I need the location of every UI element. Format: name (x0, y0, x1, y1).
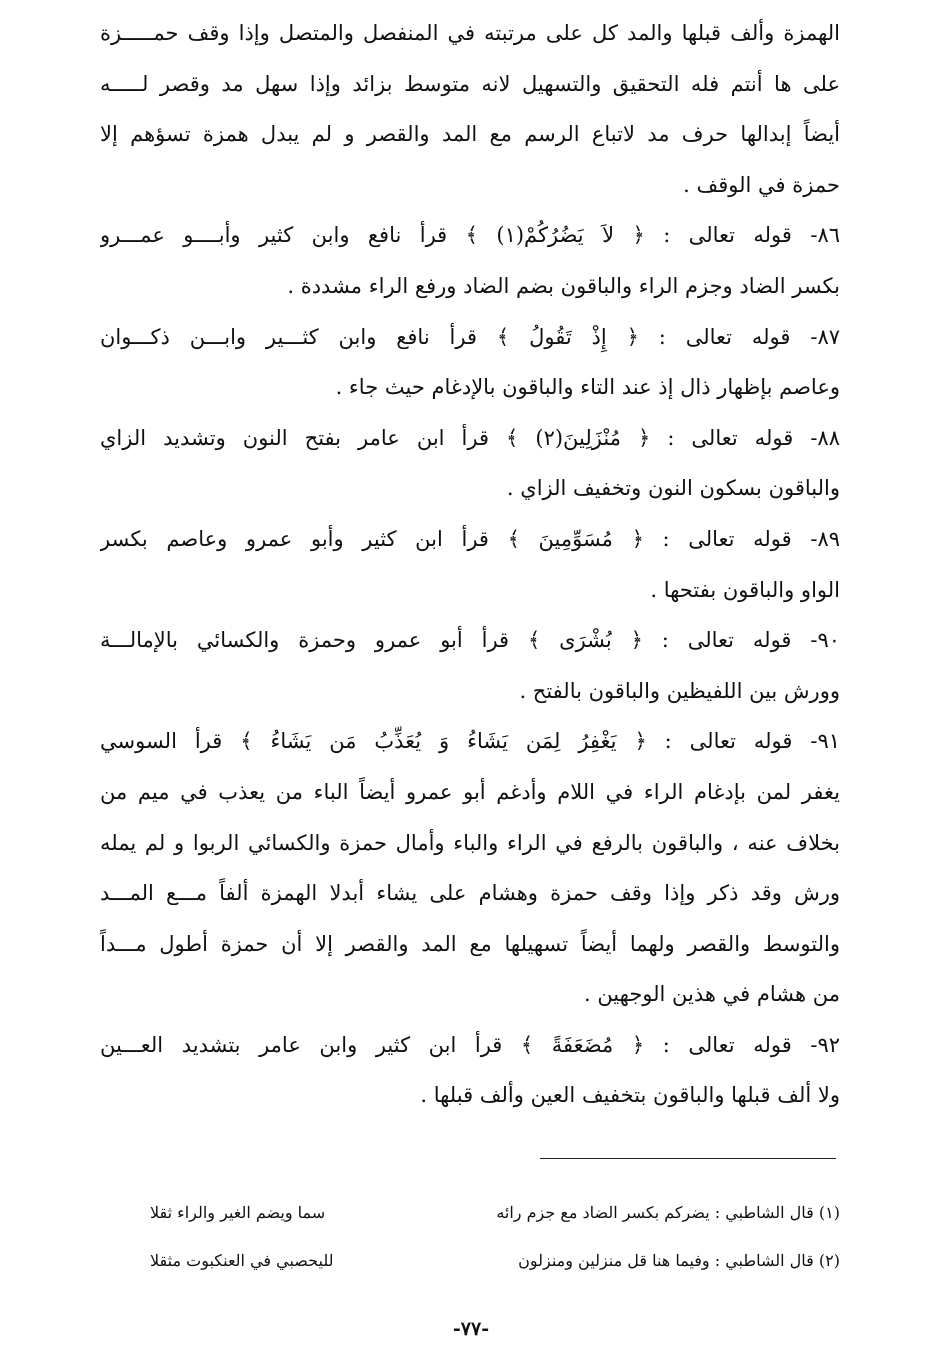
text-line: ورش وقد ذكر وإذا وقف حمزة وهشام على يشاء أبدلا الهمزة ألفاً مـــع المـــد (100, 881, 840, 906)
text-line: وعاصم بإظهار ذال إذ عند التاء والباقون بالإدغام حيث جاء . (335, 375, 840, 400)
footnote-2-first-hemistich: (٢) قال الشاطبي : وفيما هنا قل منزلين ومنزلون (518, 1250, 840, 1270)
text-line: بكسر الضاد وجزم الراء والباقون بضم الضاد ورفع الراء مشددة . (287, 273, 840, 298)
text-line-item-92: ٩٢- قوله تعالى : ﴿ مُضَعَفَةً ﴾ قرأ ابن كثير وابن عامر بتشديد العـــين (100, 1032, 840, 1057)
text-line-item-91: ٩١- قوله تعالى : ﴿ يَغْفِرُ لِمَن يَشَاءُ وَ يُعَذِّبُ مَن يَشَاءُ ﴾ قرأ السوسي (100, 729, 840, 754)
footnote-2 (150, 1236, 840, 1284)
text-line: على ها أنتم فله التحقيق والتسهيل لانه متوسط بزائد وإذا سهل مد وقصر لـــــه (100, 71, 840, 96)
text-line: بخلاف عنه ، والباقون بالرفع في الراء والباء وأمال حمزة والكسائي الربوا و لم يمله (100, 830, 840, 855)
text-line: يغفر لمن بإدغام الراء في اللام وأدغم أبو عمرو أيضاً الباء من يعذب في ميم من (100, 779, 840, 804)
text-line: الواو والباقون بفتحها . (650, 577, 840, 602)
text-line: من هشام في هذين الوجهين . (583, 982, 840, 1007)
text-line: وورش بين اللفيظين والباقون بالفتح . (519, 678, 840, 703)
text-line: حمزة في الوقف . (683, 172, 840, 197)
footnotes (150, 1188, 840, 1284)
text-line: الهمزة وألف قبلها والمد كل على مرتبته في المنفصل والمتصل وإذا وقف حمـــــزة (100, 21, 840, 45)
footnote-1 (150, 1188, 840, 1236)
text-line-item-90: ٩٠- قوله تعالى : ﴿ بُشْرَى ﴾ قرأ أبو عمرو وحمزة والكسائي بالإمالـــة (100, 628, 840, 653)
text-line-item-89: ٨٩- قوله تعالى : ﴿ مُسَوِّمِينَ ﴾ قرأ ابن كثير وأبو عمرو وعاصم بكسر (100, 526, 840, 551)
main-text (100, 8, 840, 1121)
text-line: والتوسط والقصر ولهما أيضاً تسهيلها مع المد والقصر إلا أن حمزة أطول مـــداً (100, 931, 840, 956)
text-line-item-86: ٨٦- قوله تعالى : ﴿ لاَ يَضُرُكُمْ(١) ﴾ قرأ نافع وابن كثير وأبــــو عمـــرو (100, 223, 840, 248)
text-line-item-87: ٨٧- قوله تعالى : ﴿ إِذْ تَقُولُ ﴾ قرأ نافع وابن كثـــير وابـــن ذكـــوان (100, 324, 840, 349)
footnote-2-second-hemistich: لليحصبي في العنكبوت مثقلا (150, 1250, 334, 1270)
footnote-1-first-hemistich: (١) قال الشاطبي : يضركم بكسر الضاد مع جزم رائه (496, 1202, 840, 1222)
text-line: أيضاً إبدالها حرف مد لاتباع الرسم مع المد والقصر و لم يبدل همزة تسؤهم إلا (100, 122, 840, 147)
text-line: ولا ألف قبلها والباقون بتخفيف العين وألف قبلها . (420, 1083, 840, 1108)
footnote-divider (540, 1158, 836, 1159)
page-number: -٧٧- (452, 1318, 490, 1340)
footnote-1-second-hemistich: سما ويضم الغير والراء ثقلا (150, 1202, 326, 1222)
text-line: والباقون بسكون النون وتخفيف الزاي . (506, 476, 840, 501)
text-line-item-88: ٨٨- قوله تعالى : ﴿ مُنْزَلِينَ(٢) ﴾ قرأ ابن عامر بفتح النون وتشديد الزاي (100, 425, 840, 450)
